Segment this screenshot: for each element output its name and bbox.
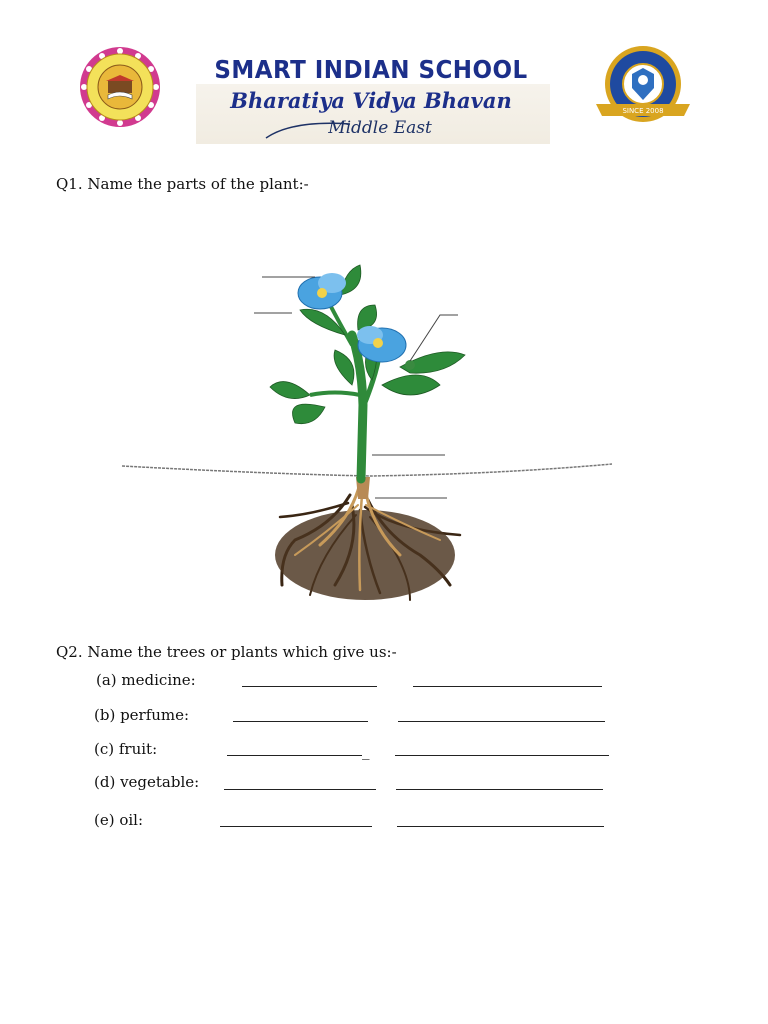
answer-blank-perfume-1[interactable] — [233, 721, 368, 722]
branch-left — [310, 393, 360, 396]
school-emblem-right-icon — [592, 42, 694, 128]
stem — [352, 335, 363, 479]
soil-mass — [275, 510, 455, 600]
plant-diagram — [120, 255, 620, 615]
answer-blank-oil-2[interactable] — [397, 826, 604, 827]
answer-blank-medicine-1[interactable] — [242, 686, 377, 687]
row-label-vegetable: (d) vegetable: — [94, 773, 200, 791]
school-name: SMART INDIAN SCHOOL — [214, 55, 528, 84]
answer-blank-oil-1[interactable] — [220, 826, 372, 827]
answer-blank-fruit-1[interactable] — [227, 755, 362, 756]
school-emblem-left-icon — [78, 45, 162, 129]
flower-right-icon — [357, 326, 406, 362]
row-label-oil: (e) oil: — [94, 811, 144, 829]
fruit-suffix: _ — [362, 742, 370, 760]
answer-blank-fruit-2[interactable] — [395, 755, 609, 756]
question-2: Q2. Name the trees or plants which give us:- — [56, 643, 397, 661]
answer-blank-vegetable-1[interactable] — [224, 789, 376, 790]
bud-icon — [405, 360, 415, 370]
school-tagline: Middle East — [328, 118, 432, 138]
row-label-fruit: (c) fruit: — [94, 740, 158, 758]
ground-line — [122, 464, 612, 476]
row-label-medicine: (a) medicine: — [96, 671, 196, 689]
row-label-perfume: (b) perfume: — [94, 706, 190, 724]
flower-top-icon — [298, 273, 346, 309]
answer-blank-vegetable-2[interactable] — [396, 789, 603, 790]
question-1: Q1. Name the parts of the plant:- — [56, 175, 309, 193]
since-label: SINCE 2008 — [622, 107, 664, 115]
school-subtitle: Bharatiya Vidya Bhavan — [230, 88, 512, 113]
answer-blank-perfume-2[interactable] — [398, 721, 605, 722]
answer-blank-medicine-2[interactable] — [413, 686, 602, 687]
